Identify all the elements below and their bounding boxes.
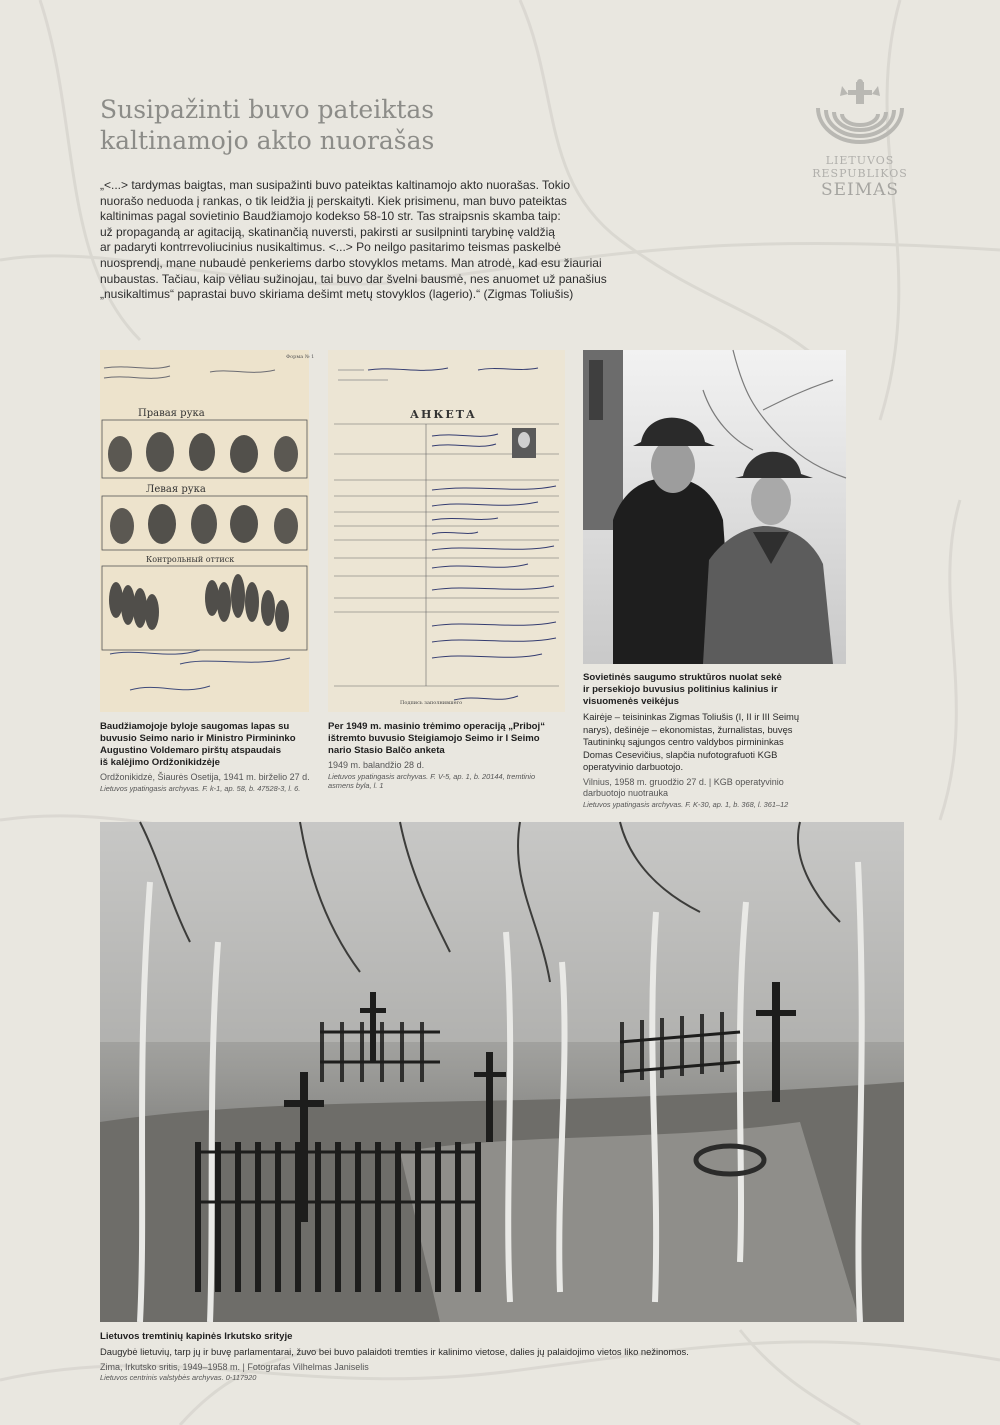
caption-title-line: buvusio Seimo nario ir Ministro Pirmininko (100, 733, 296, 744)
caption-body-line: operatyvinio darbuotojo. (583, 761, 684, 772)
doc-form-label: Форма № 1 (286, 354, 315, 360)
caption-source: asmens byla, l. 1 (328, 781, 384, 790)
intro-line: už propagandą ar agitaciją, skatinančią nuversti, pakirsti ar susilpninti tarybinę valdžią (100, 224, 555, 239)
caption-body-line: Tautininkų sąjungos centro valdybos pirmininkas (583, 736, 784, 747)
seimas-logo (785, 78, 935, 200)
intro-line: nuorašo neduoda į rankas, o tik leidžia jį perskaityti. Kiek prisimenu, man buvo pateiktas (100, 193, 567, 208)
caption-body-line: Domas Cesevičius, slapčia nufotografuoti KGB (583, 748, 778, 760)
cemetery-photo (100, 822, 904, 1322)
caption-title-line: ištremto buvusio Steigiamojo Seimo ir I Seimo (328, 733, 540, 744)
caption-date: Ordžonikidzė, Šiaurės Osetija, 1941 m. birželio 27 d. (100, 772, 310, 782)
intro-line: nuosprendį, mane nubaudė penkeriems darbo stovyklos metams. Man atrodė, kad esu žiauriai (100, 255, 602, 270)
caption-date-line: darbuotojo nuotrauka (583, 788, 669, 798)
intro-quote (100, 178, 645, 303)
caption-date: Zima, Irkutsko sritis, 1949–1958 m. | Fotografas Vilhelmas Janiselis (100, 1361, 369, 1372)
caption-title-line: Sovietinės saugumo struktūros nuolat sekė (583, 672, 782, 683)
caption-date-line: Vilnius, 1958 m. gruodžio 27 d. | KGB operatyvinio (583, 776, 784, 787)
caption-title-line: iš kalėjimo Ordžonikidzėje (100, 757, 220, 768)
fingerprint-card-image (100, 350, 315, 712)
logo-line1: LIETUVOS RESPUBLIKOS (812, 154, 908, 180)
caption-date: 1949 m. balandžio 28 d. (328, 760, 425, 770)
intro-line: kaltinimas pagal sovietinio Baudžiamojo kodekso 58-10 str. Tas straipsnis skamba taip: (100, 209, 561, 224)
anketa-caption (328, 721, 568, 791)
doc-right-hand-label: Правая рука (138, 408, 205, 419)
caption-body-line: Kairėje – teisininkas Zigmas Toliušis (I, II ir III Seimų (583, 711, 800, 722)
caption-title-line: nario Stasio Balčo anketa (328, 745, 445, 756)
logo-line2: SEIMAS (820, 180, 900, 200)
cemetery-caption (100, 1331, 904, 1383)
doc-signature-label: Подпись заполнившего (400, 700, 463, 706)
caption-source: Lietuvos ypatingasis archyvas. F. k-1, ap. 58, b. 47528-3, l. 6. (100, 783, 301, 793)
fingerprint-card-caption (100, 721, 320, 793)
intro-line: „nusikaltimus“ paprastai buvo skiriama dešimt metų stovyklos (lagerio).“ (Zigmas Toliušis) (100, 287, 574, 302)
intro-line: nubaustas. Tačiau, kaip vėliau sužinojau, tai buvo dar švelni bausmė, nes anuomet už panašius (100, 271, 607, 286)
caption-title-line: Augustino Voldemaro pirštų atspaudais (100, 745, 282, 756)
page-title-line2: kaltinamojo akto nuorašas (100, 126, 435, 155)
caption-source: Lietuvos centrinis valstybės archyvas. 0-117920 (100, 1373, 257, 1382)
seimas-emblem-icon (812, 78, 908, 148)
page-title-line1: Susipažinti buvo pateiktas (100, 95, 435, 124)
anketa-document-image (328, 350, 565, 712)
surveillance-photo (583, 350, 846, 664)
intro-line: ar padaryti kontrrevoliucinius nusikaltimus. <...> Po neilgo pasitarimo teismas paskelbė (100, 240, 561, 255)
caption-source: Lietuvos ypatingasis archyvas. F. K-30, ap. 1, b. 368, l. 361–12 (583, 799, 789, 809)
caption-title-line: Baudžiamojoje byloje saugomas lapas su (100, 721, 290, 732)
caption-title-line: visuomenės veikėjus (583, 696, 679, 707)
doc-anketa-heading: АНКЕТА (410, 408, 477, 421)
caption-title-line: Per 1949 m. masinio trėmimo operaciją „Priboj“ (328, 721, 546, 732)
intro-line: „<...> tardymas baigtas, man susipažinti buvo pateiktas kaltinamojo akto nuorašas. Tokio (100, 178, 571, 192)
doc-control-label: Контрольный оттиск (146, 555, 235, 564)
doc-left-hand-label: Левая рука (146, 484, 206, 495)
page-title (100, 94, 434, 156)
caption-title: Lietuvos tremtinių kapinės Irkutsko srityje (100, 1331, 293, 1342)
caption-body: Daugybė lietuvių, tarp jų ir buvę parlamentarai, žuvo bei buvo palaidoti tremties ir kalinimo vietose, dalies jų palaidojimo vietos liko nežinomos. (100, 1346, 689, 1357)
caption-title-line: ir persekiojo buvusius politinius kalinius ir (583, 684, 778, 695)
surveillance-caption (583, 672, 853, 809)
caption-source: Lietuvos ypatingasis archyvas. F. V-5, ap. 1, b. 20144, tremtinio (328, 771, 536, 781)
caption-body-line: narys), dešinėje – ekonomistas, žurnalistas, buvęs (583, 723, 793, 735)
